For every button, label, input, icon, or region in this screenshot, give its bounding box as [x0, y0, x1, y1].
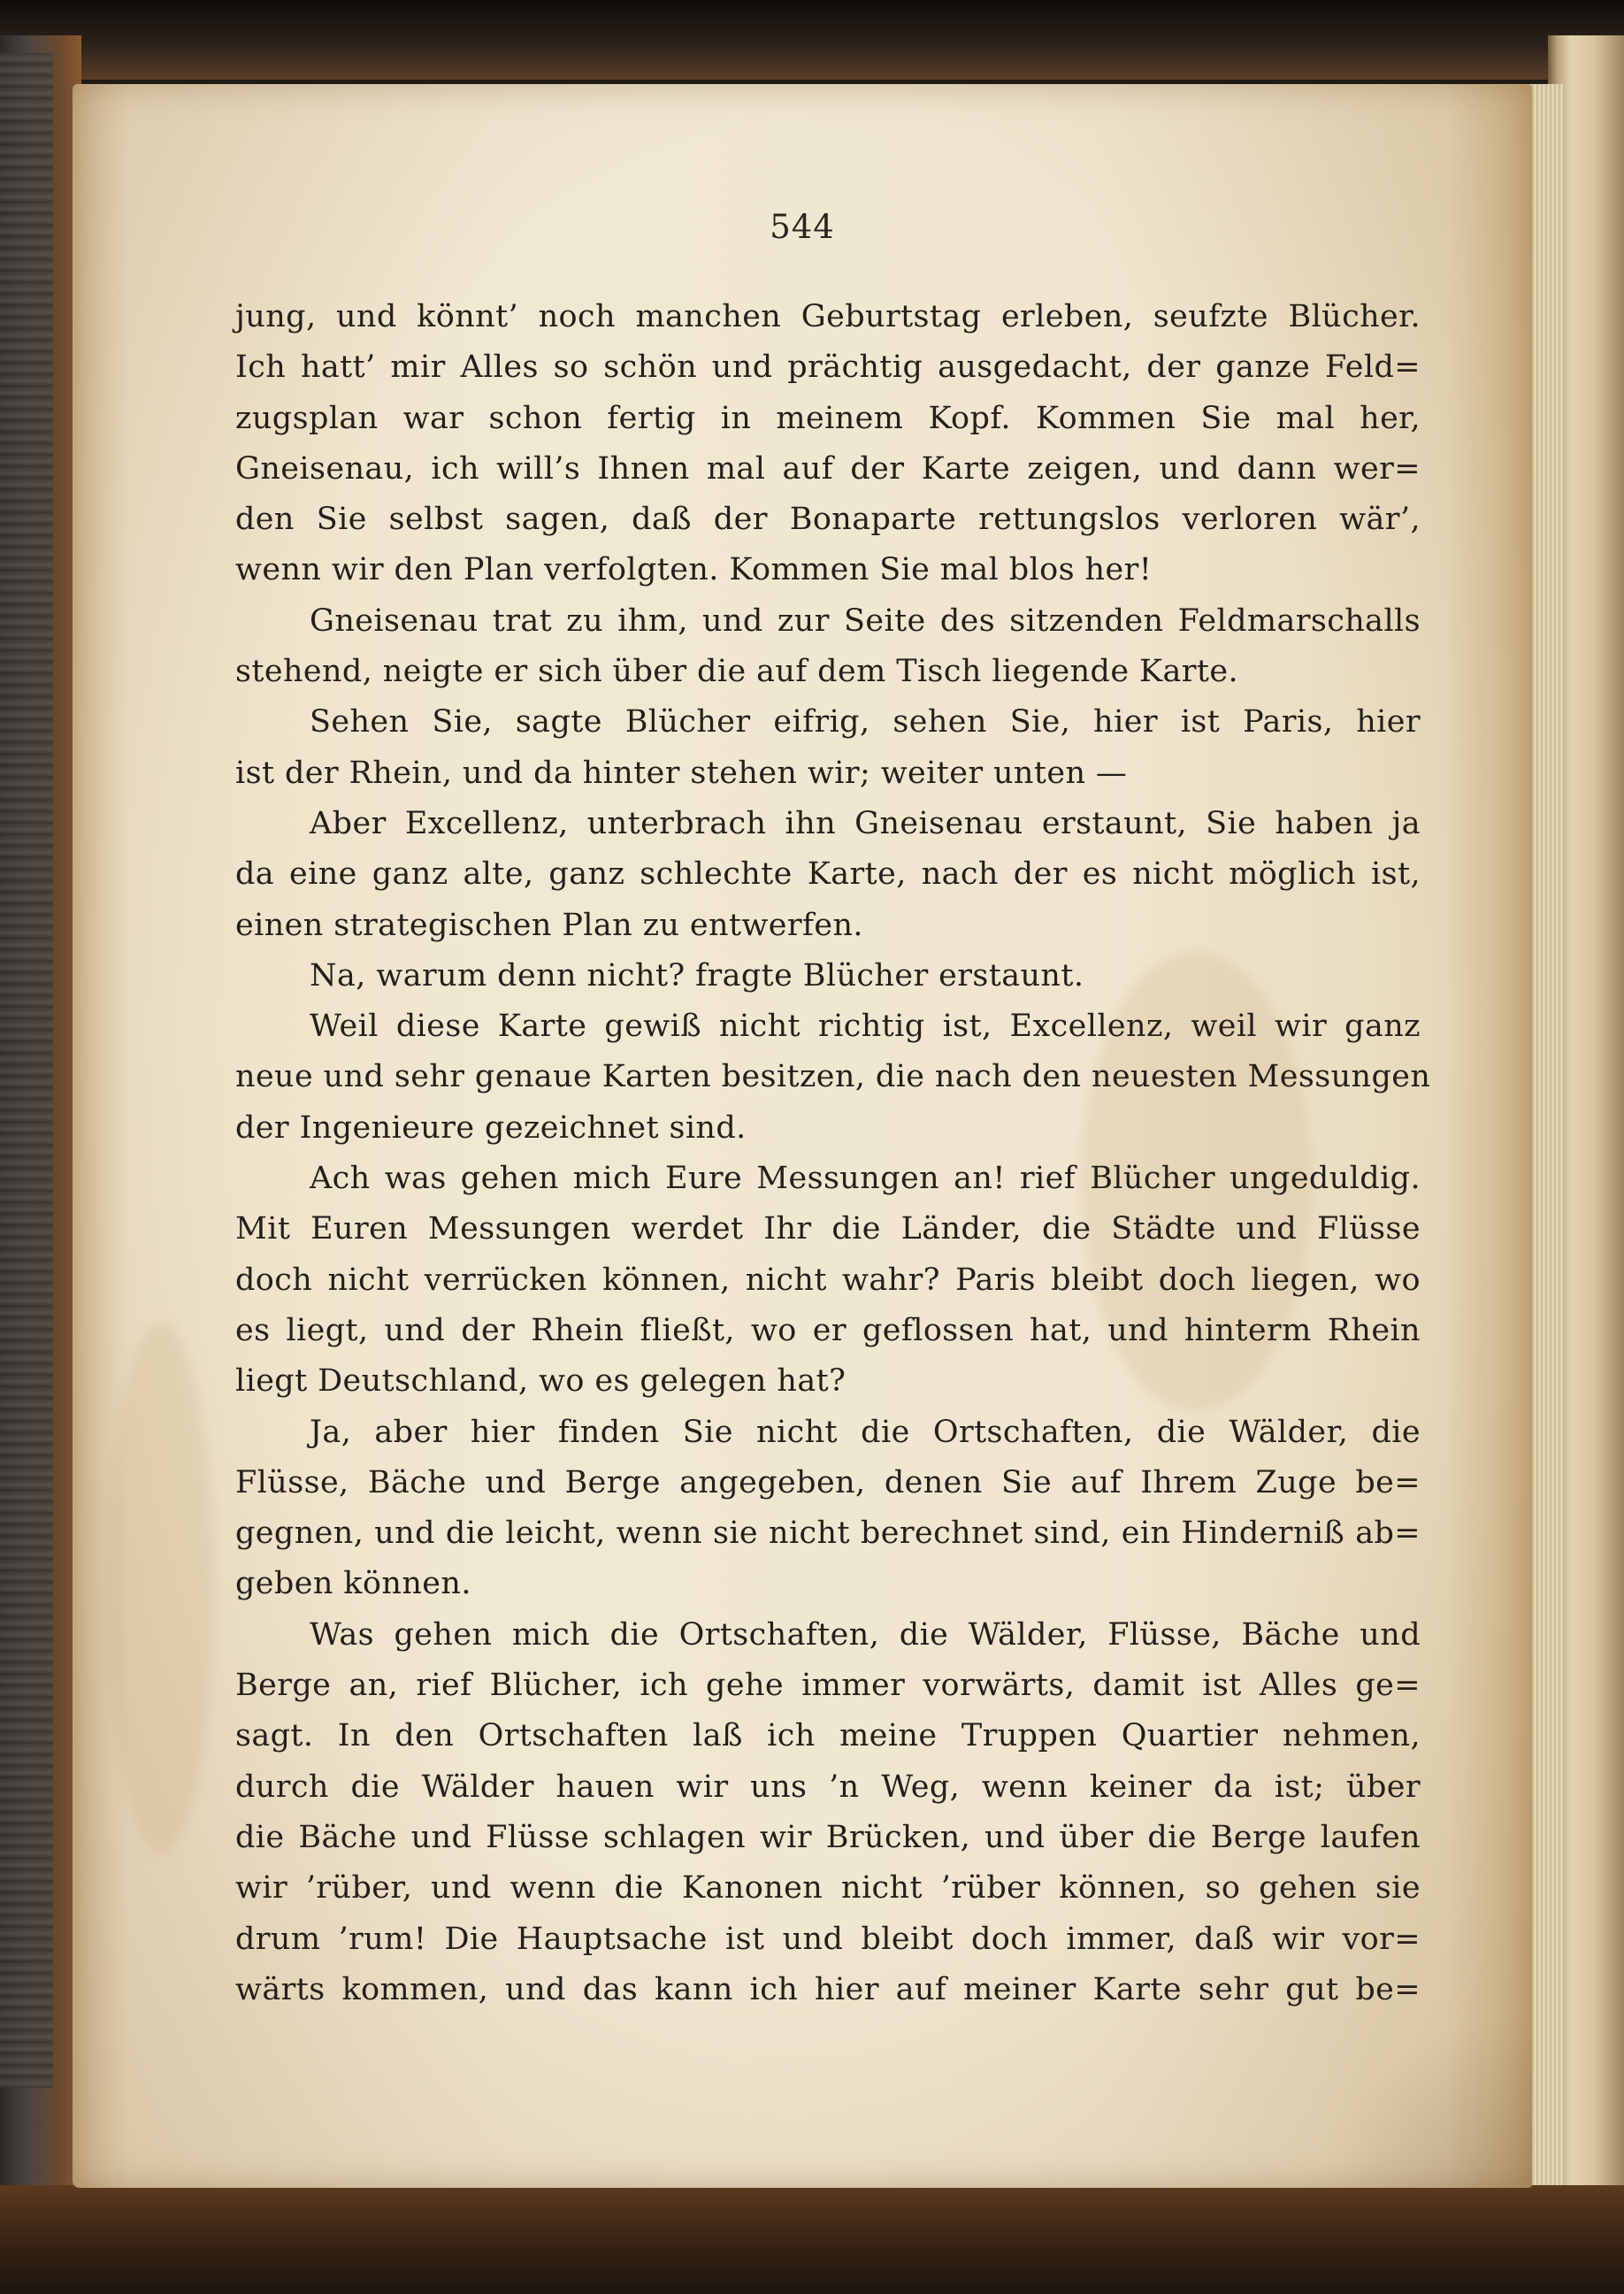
book-cover-top — [0, 0, 1624, 80]
text-line: liegt Deutschland, wo es gelegen hat? — [235, 1363, 846, 1400]
text-line: wir ’rüber, und wenn die Kanonen nicht ’rüber können, so gehen sie — [235, 1870, 1421, 1907]
text-line: der Ingenieure gezeichnet sind. — [235, 1109, 747, 1146]
page-corner-wear — [1320, 2011, 1532, 2188]
text-line: da eine ganz alte, ganz schlechte Karte, nach der es nicht möglich ist, — [235, 856, 1421, 893]
text-line: Aber Excellenz, unterbrach ihn Gneisenau erstaunt, Sie haben ja — [310, 805, 1421, 841]
text-line: Ich hatt’ mir Alles so schön und prächtig ausgedacht, der ganze Feld= — [235, 349, 1421, 386]
text-line: einen strategischen Plan zu entwerfen. — [235, 907, 863, 943]
text-line: stehend, neigte er sich über die auf dem Tisch liegende Karte. — [235, 654, 1239, 690]
text-line: Ach was gehen mich Eure Messungen an! rief Blücher ungeduldig. — [310, 1161, 1421, 1197]
text-line: doch nicht verrücken können, nicht wahr? Paris bleibt doch liegen, wo — [235, 1262, 1421, 1298]
text-line: drum ’rum! Die Hauptsache ist und bleibt doch immer, daß wir vor= — [235, 1921, 1421, 1957]
text-line: Gneisenau trat zu ihm, und zur Seite des sitzenden Feldmarschalls — [310, 602, 1421, 639]
page-number: 544 — [770, 208, 835, 246]
text-line: Mit Euren Messungen werdet Ihr die Länder, die Städte und Flüsse — [235, 1211, 1421, 1247]
text-line: sagt. In den Ortschaften laß ich meine Truppen Quartier nehmen, — [235, 1718, 1421, 1754]
text-line: Gneisenau, ich will’s Ihnen mal auf der Karte zeigen, und dann wer= — [235, 450, 1421, 487]
text-line: zugsplan war schon fertig in meinem Kopf. Kommen Sie mal her, — [235, 400, 1421, 436]
text-line: Weil diese Karte gewiß nicht richtig ist, Excellenz, weil wir ganz — [310, 1009, 1421, 1045]
body-text — [235, 292, 1431, 2015]
text-line: Flüsse, Bäche und Berge angegeben, denen Sie auf Ihrem Zuge be= — [235, 1464, 1421, 1500]
page-stack-edge — [1528, 84, 1564, 2190]
text-line: Berge an, rief Blücher, ich gehe immer vorwärts, damit ist Alles ge= — [235, 1668, 1421, 1704]
text-line: durch die Wälder hauen wir uns ’n Weg, wenn keiner da ist; über — [235, 1768, 1421, 1805]
text-line: Was gehen mich die Ortschaften, die Wälder, Flüsse, Bäche und — [310, 1616, 1421, 1653]
book-spine-texture — [0, 53, 53, 2088]
text-line: es liegt, und der Rhein fließt, wo er geflossen hat, und hinterm Rhein — [235, 1312, 1421, 1348]
text-line: wärts kommen, und das kann ich hier auf meiner Karte sehr gut be= — [235, 1971, 1421, 2007]
text-line: geben können. — [235, 1566, 471, 1602]
text-line: Sehen Sie, sagte Blücher eifrig, sehen Sie, hier ist Paris, hier — [310, 704, 1421, 740]
book-page — [73, 84, 1532, 2188]
text-line: jung, und könnt’ noch manchen Geburtstag erleben, seufzte Blücher. — [235, 299, 1421, 334]
text-line: Na, warum denn nicht? fragte Blücher erstaunt. — [310, 957, 1084, 994]
book-cover-bottom — [0, 2185, 1624, 2294]
text-line: Ja, aber hier finden Sie nicht die Ortschaften, die Wälder, die — [310, 1414, 1421, 1450]
text-line: wenn wir den Plan verfolgten. Kommen Sie mal blos her! — [235, 552, 1153, 588]
text-line: den Sie selbst sagen, daß der Bonaparte rettungslos verloren wär’, — [235, 502, 1421, 538]
page-stain — [108, 1323, 214, 1853]
text-line: neue und sehr genaue Karten besitzen, die nach den neuesten Messungen — [235, 1059, 1431, 1095]
text-line: die Bäche und Flüsse schlagen wir Brücken, und über die Berge laufen — [235, 1819, 1421, 1855]
text-line: gegnen, und die leicht, wenn sie nicht berechnet sind, ein Hinderniß ab= — [235, 1515, 1421, 1552]
text-line: ist der Rhein, und da hinter stehen wir; weiter unten — — [235, 755, 1128, 791]
